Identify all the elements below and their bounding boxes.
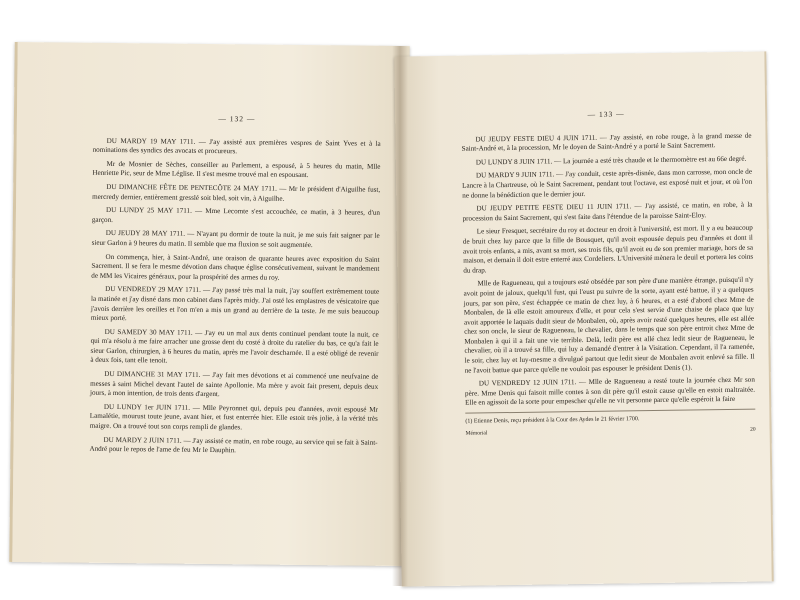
- paragraph: DU VENDREDY 12 JUIN 1711. — Mlle de Ragueneau a resté toute la journée chez Mr son père. Mme Denis qui faisoit mille contes à son dit père qu'il estoit cause qu'elle en estoit maltraitée. Elle en agissoit de la sorte pour empescher qu'elle ne vit personne parce qu'elle espéroit la faire: [464, 375, 756, 408]
- paragraph: Mlle de Ragueneau, qui a toujours esté obsédée par son père d'une manière étrange, puisqu'il n'y avoit point de jaloux, quelqu'il fust, qui l'eust pu suivre de la sorte, ayant esté battue, il y a quelques jours, par son père, s'est échappée ce matin de chez luy, à 6 heures, et a esté d'abord chez Mme de Monbalen, de là elle estoit amoureux d'elle, et pour cela s'est servie d'une chaise de place que luy avoit apportée le laquais dudit sieur de Monbalen, où, après avoir resté quelques heures, elle est allée chez son oncle, le sieur de Ragueneau, le chevalier, dans le temps que son père entroit chez Mme de Monbalen à qui il a fait une vie terrible. Delà, ledit père est allé chez ledit sieur de Ragueneau, le chevalier, où il a trouvé sa fille, qui luy a demandé d'entrer à la Visitation. Cependant, il l'a ramenée, le soir, chez luy et luy-mesme a divulgué partout que ledit sieur de Monbalen avoit enlevé sa fille. Il ne l'avoit battue que parce qu'elle ne vouloit pas espouser le président Denis (1).: [463, 275, 755, 375]
- paragraph: On commença, hier, à Saint-André, une oraison de quarante heures avec exposition du Saint Sacrement. Il se fera le mesme dévotion dans chaque église consécutivement, suivant le mandement de MM les Vicaires généraux, pour la prospérité des armes du roy.: [91, 252, 380, 282]
- paragraph: DU VENDREDY 29 MAY 1711. — J'ay passé très mal la nuit, j'ay souffert extrêmement toute la matinée et j'ay disné dans mon cabinet dans l'après midy. J'ai osté les emplastres de vésicatoire que j'avois derrière les oreilles et l'on m'en a mis un grand au derrière de la teste. Je me suis beaucoup mieux porté.: [90, 285, 380, 323]
- paragraph: DU MARDY 19 MAY 1711. — J'ay assisté aux premières vespres de Saint Yves et à la nominations des syndics des avocats et procureurs.: [92, 136, 381, 156]
- footnote: (1) Etienne Denis, reçu président à la Cour des Aydes le 21 février 1700.: [465, 416, 640, 425]
- left-page-number: — 132 —: [218, 114, 256, 124]
- signature-right: 20: [750, 426, 756, 433]
- paragraph: DU LUNDY 1er JUIN 1711. — Mlle Peyronnet qui, depuis peu d'années, avoit espousé Mr Lamalétie, mourust toute jeune, avant hier, et fust enterrée hier. Elle estoit très jolie, à la vérité très maigre. On a trouvé tout son corps rempli de glandes.: [89, 402, 378, 432]
- paragraph: DU MARDY 9 JUIN 1711. — J'ay conduit, ceste après-disnée, dans mon carrosse, mon oncle de Lancre à la Chartreuse, où le Saint Sacrement, pendant tout l'octave, est exposé nuit et jour, et où l'on ne donne la bénédiction que le dernier jour.: [462, 168, 753, 200]
- paragraph: Le sieur Fresquet, secrétaire du roy et docteur en droit à l'université, est mort. Il y a eu beaucoup de bruit chez luy parce que la fille de Bousquet, qu'il avoit espousée depuis peu d'années et dont il avoit trois enfants, a mis, avant sa mort, ses trois fils, qu'il avoit eu de son premier mariage, hors de sa maison, et demain il doit estre enterré aux Cordeliers. L'Université mènera le deuil et portera les coins du drap.: [462, 223, 754, 275]
- footnote-rule: [465, 409, 755, 414]
- book-gutter: [392, 46, 408, 586]
- paragraph: DU JEUDY FESTE DIEU 4 JUIN 1711. — J'ay assisté, en robe rouge, à la grand messe de Saint-André et, à la procession, Mr le doyen de Saint-André y a porté le Saint Sacrement.: [461, 131, 752, 153]
- paragraph: DU DIMANCHE 31 MAY 1711. — J'ay fait mes dévotions et ai commencé une neufvaine de messes à saint Michel devant l'autel de sainte Apollonie. Ma mère y avoit fait present, depuis deux jours, à mon intention, de trois dents d'argent.: [90, 369, 379, 399]
- paragraph: DU LUNDY 25 MAY 1711. — Mme Lecomte s'est accouchée, ce matin, à 3 heures, d'un garçon.: [91, 206, 381, 224]
- right-page-number: — 133 —: [587, 109, 625, 119]
- paragraph: DU MARDY 2 JUIN 1711. — J'ay assisté ce matin, en robe rouge, au service qui se fait à Saint-André pour le repos de l'ame de feu Mr le Dauphin.: [89, 435, 378, 455]
- paragraph: Mr de Mosnier de Sèches, conseiller au Parlement, a espousé, à 5 heures du matin, Mlle Henriette Pic, seur de Mme Léglise. Il s'est mesme trouvé mal en espousant.: [92, 159, 381, 180]
- paragraph: DU JEUDY PETITE FESTE DIEU 11 JUIN 1711. — J'ay assisté, ce matin, en robe, à la procession du Saint Sacrement, qui s'est faite dans l'étendue de la paroisse Saint-Eloy.: [462, 200, 753, 223]
- left-page: [9, 42, 409, 566]
- paragraph: DU JEUDY 28 MAY 1711. — N'ayant pu dormir de toute la nuit, je me suis fait saigner par le sieur Garlon à 9 heures du matin. Il semble que ma fluxion se soit augmentée.: [91, 229, 380, 250]
- right-text-column: [461, 108, 756, 440]
- right-page: [394, 51, 773, 586]
- page-signature: [466, 426, 756, 440]
- paragraph: DU DIMANCHE FÊTE DE PENTECÔTE 24 MAY 1711. — Mr le président d'Aiguilhe fust, mercredy dernier, entièrement gresslé soit bled, soit vin, à Aiguilhe.: [92, 182, 381, 203]
- paragraph: DU SAMEDY 30 MAY 1711. — J'ay eu un mal aux dents continuel pendant toute la nuit, ce qui m'a résolu à me faire arracher une grosse dent du costé à droite du ratelier du bas, ce qu'a fait le sieur Garlon, chirurgien, à 6 heures du matin, après me l'avoir descharnée. Il a esté obligé de revenir à deux fois, tant elle tenoit.: [90, 327, 379, 366]
- left-text-column: [89, 113, 381, 462]
- paragraph: DU LUNDY 8 JUIN 1711. — La journée a esté très chaude et le thermomètre est au 66e degré.: [475, 154, 747, 167]
- signature-left: Mémorial: [465, 430, 488, 437]
